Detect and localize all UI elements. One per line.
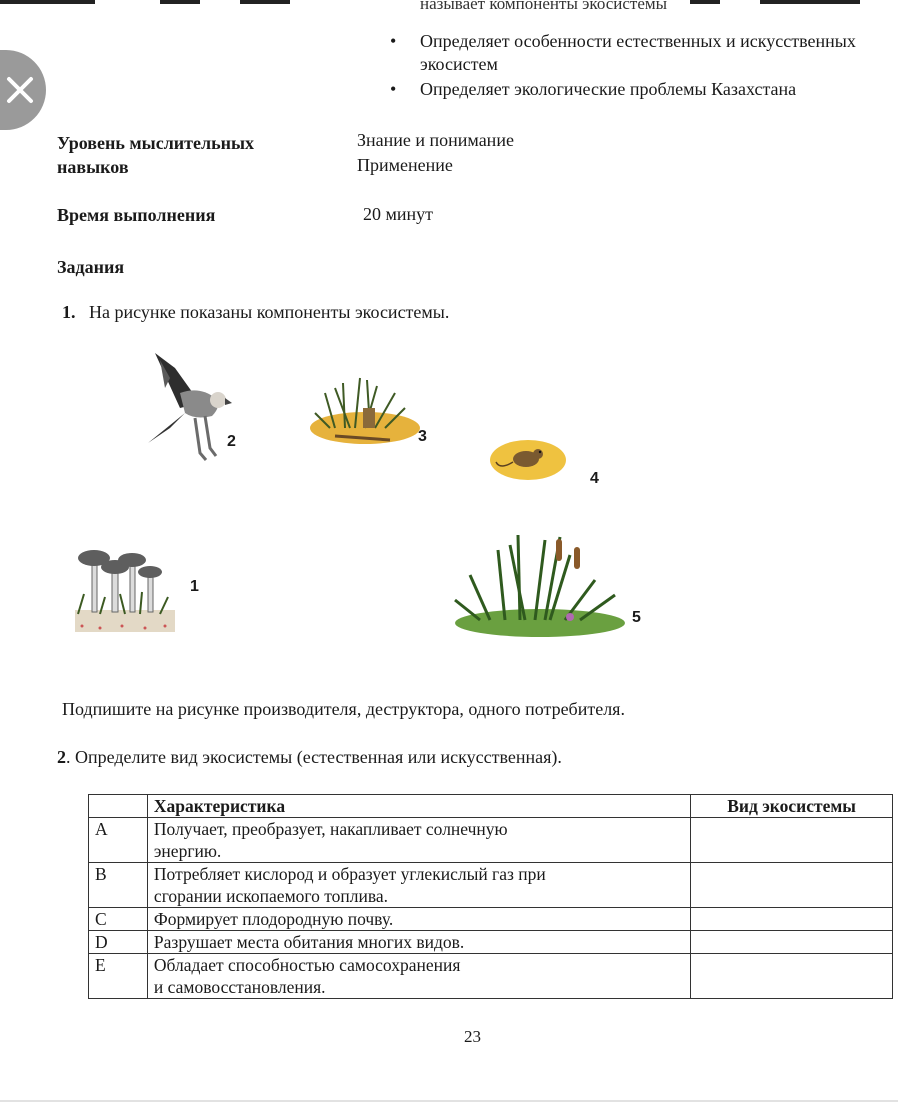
page-number: 23	[464, 1027, 481, 1046]
task1-statement	[62, 302, 449, 323]
row-type-cell[interactable]	[691, 908, 893, 931]
reeds-image	[450, 525, 630, 640]
row-letter: C	[89, 908, 148, 931]
row-type-cell[interactable]	[691, 863, 893, 908]
row-letter: A	[89, 818, 148, 863]
row-characteristic: Получает, преобразует, накапливает солнечную энергию.	[147, 818, 690, 863]
eagle-image	[140, 348, 235, 468]
objectives-list	[390, 30, 890, 103]
row-letter: E	[89, 954, 148, 999]
tasks-heading: Задания	[57, 257, 125, 277]
table-header-letter	[89, 795, 148, 818]
objective-item: • Определяет особенности естественных и искусственных экосистем	[390, 30, 890, 76]
row-letter: D	[89, 931, 148, 954]
row-characteristic: Формирует плодородную почву.	[147, 908, 690, 931]
time-label: Время выполнения	[57, 205, 216, 225]
row-type-cell[interactable]	[691, 954, 893, 999]
time-value: 20 минут	[363, 204, 434, 224]
close-icon	[5, 75, 35, 105]
task2-statement	[57, 747, 562, 768]
label-mushrooms: 1	[190, 578, 199, 595]
task2-number: 2	[57, 747, 66, 767]
top-cut-strip	[0, 0, 898, 22]
table-row	[89, 908, 893, 931]
label-eagle: 2	[227, 433, 236, 450]
mouse-image	[488, 432, 568, 484]
thinking-skills-label: Уровень мыслительных навыков	[57, 133, 255, 177]
label-grass-tuft: 3	[418, 428, 427, 445]
task1-instruction: Подпишите на рисунке производителя, деструктора, одного потребителя.	[62, 699, 625, 719]
table-row	[89, 863, 893, 908]
cut-text-fragment	[760, 0, 860, 4]
cut-text-fragment	[690, 0, 720, 4]
cut-bullet-text: называет компоненты экосистемы	[420, 0, 668, 13]
row-characteristic: Потребляет кислород и образует углекислый газ при сгорании ископаемого топлива.	[147, 863, 690, 908]
close-button[interactable]	[0, 50, 46, 130]
table-header-type: Вид экосистемы	[691, 795, 893, 818]
page-divider	[0, 1100, 898, 1102]
thinking-skills-value: Знание и понимание Применение	[357, 130, 514, 175]
row-type-cell[interactable]	[691, 818, 893, 863]
table-header-row	[89, 795, 893, 818]
task1-number: 1.	[62, 302, 76, 322]
table-row	[89, 931, 893, 954]
mushrooms-image	[70, 542, 180, 637]
ecosystem-table	[88, 794, 893, 999]
row-characteristic: Разрушает места обитания многих видов.	[147, 931, 690, 954]
task2-text: . Определите вид экосистемы (естественная или искусственная).	[66, 747, 562, 767]
table-header-characteristic: Характеристика	[147, 795, 690, 818]
objective-item: • Определяет экологические проблемы Казахстана	[390, 78, 890, 101]
cut-text-fragment	[240, 0, 290, 4]
grass-tuft-image	[305, 368, 425, 450]
task1-text: На рисунке показаны компоненты экосистемы.	[89, 302, 450, 322]
cut-text-fragment	[0, 0, 95, 4]
table-row	[89, 954, 893, 999]
row-type-cell[interactable]	[691, 931, 893, 954]
table-row	[89, 818, 893, 863]
label-reeds: 5	[632, 609, 641, 626]
label-mouse: 4	[590, 470, 599, 487]
row-characteristic: Обладает способностью самосохранения и самовосстановления.	[147, 954, 690, 999]
row-letter: B	[89, 863, 148, 908]
cut-text-fragment	[160, 0, 200, 4]
